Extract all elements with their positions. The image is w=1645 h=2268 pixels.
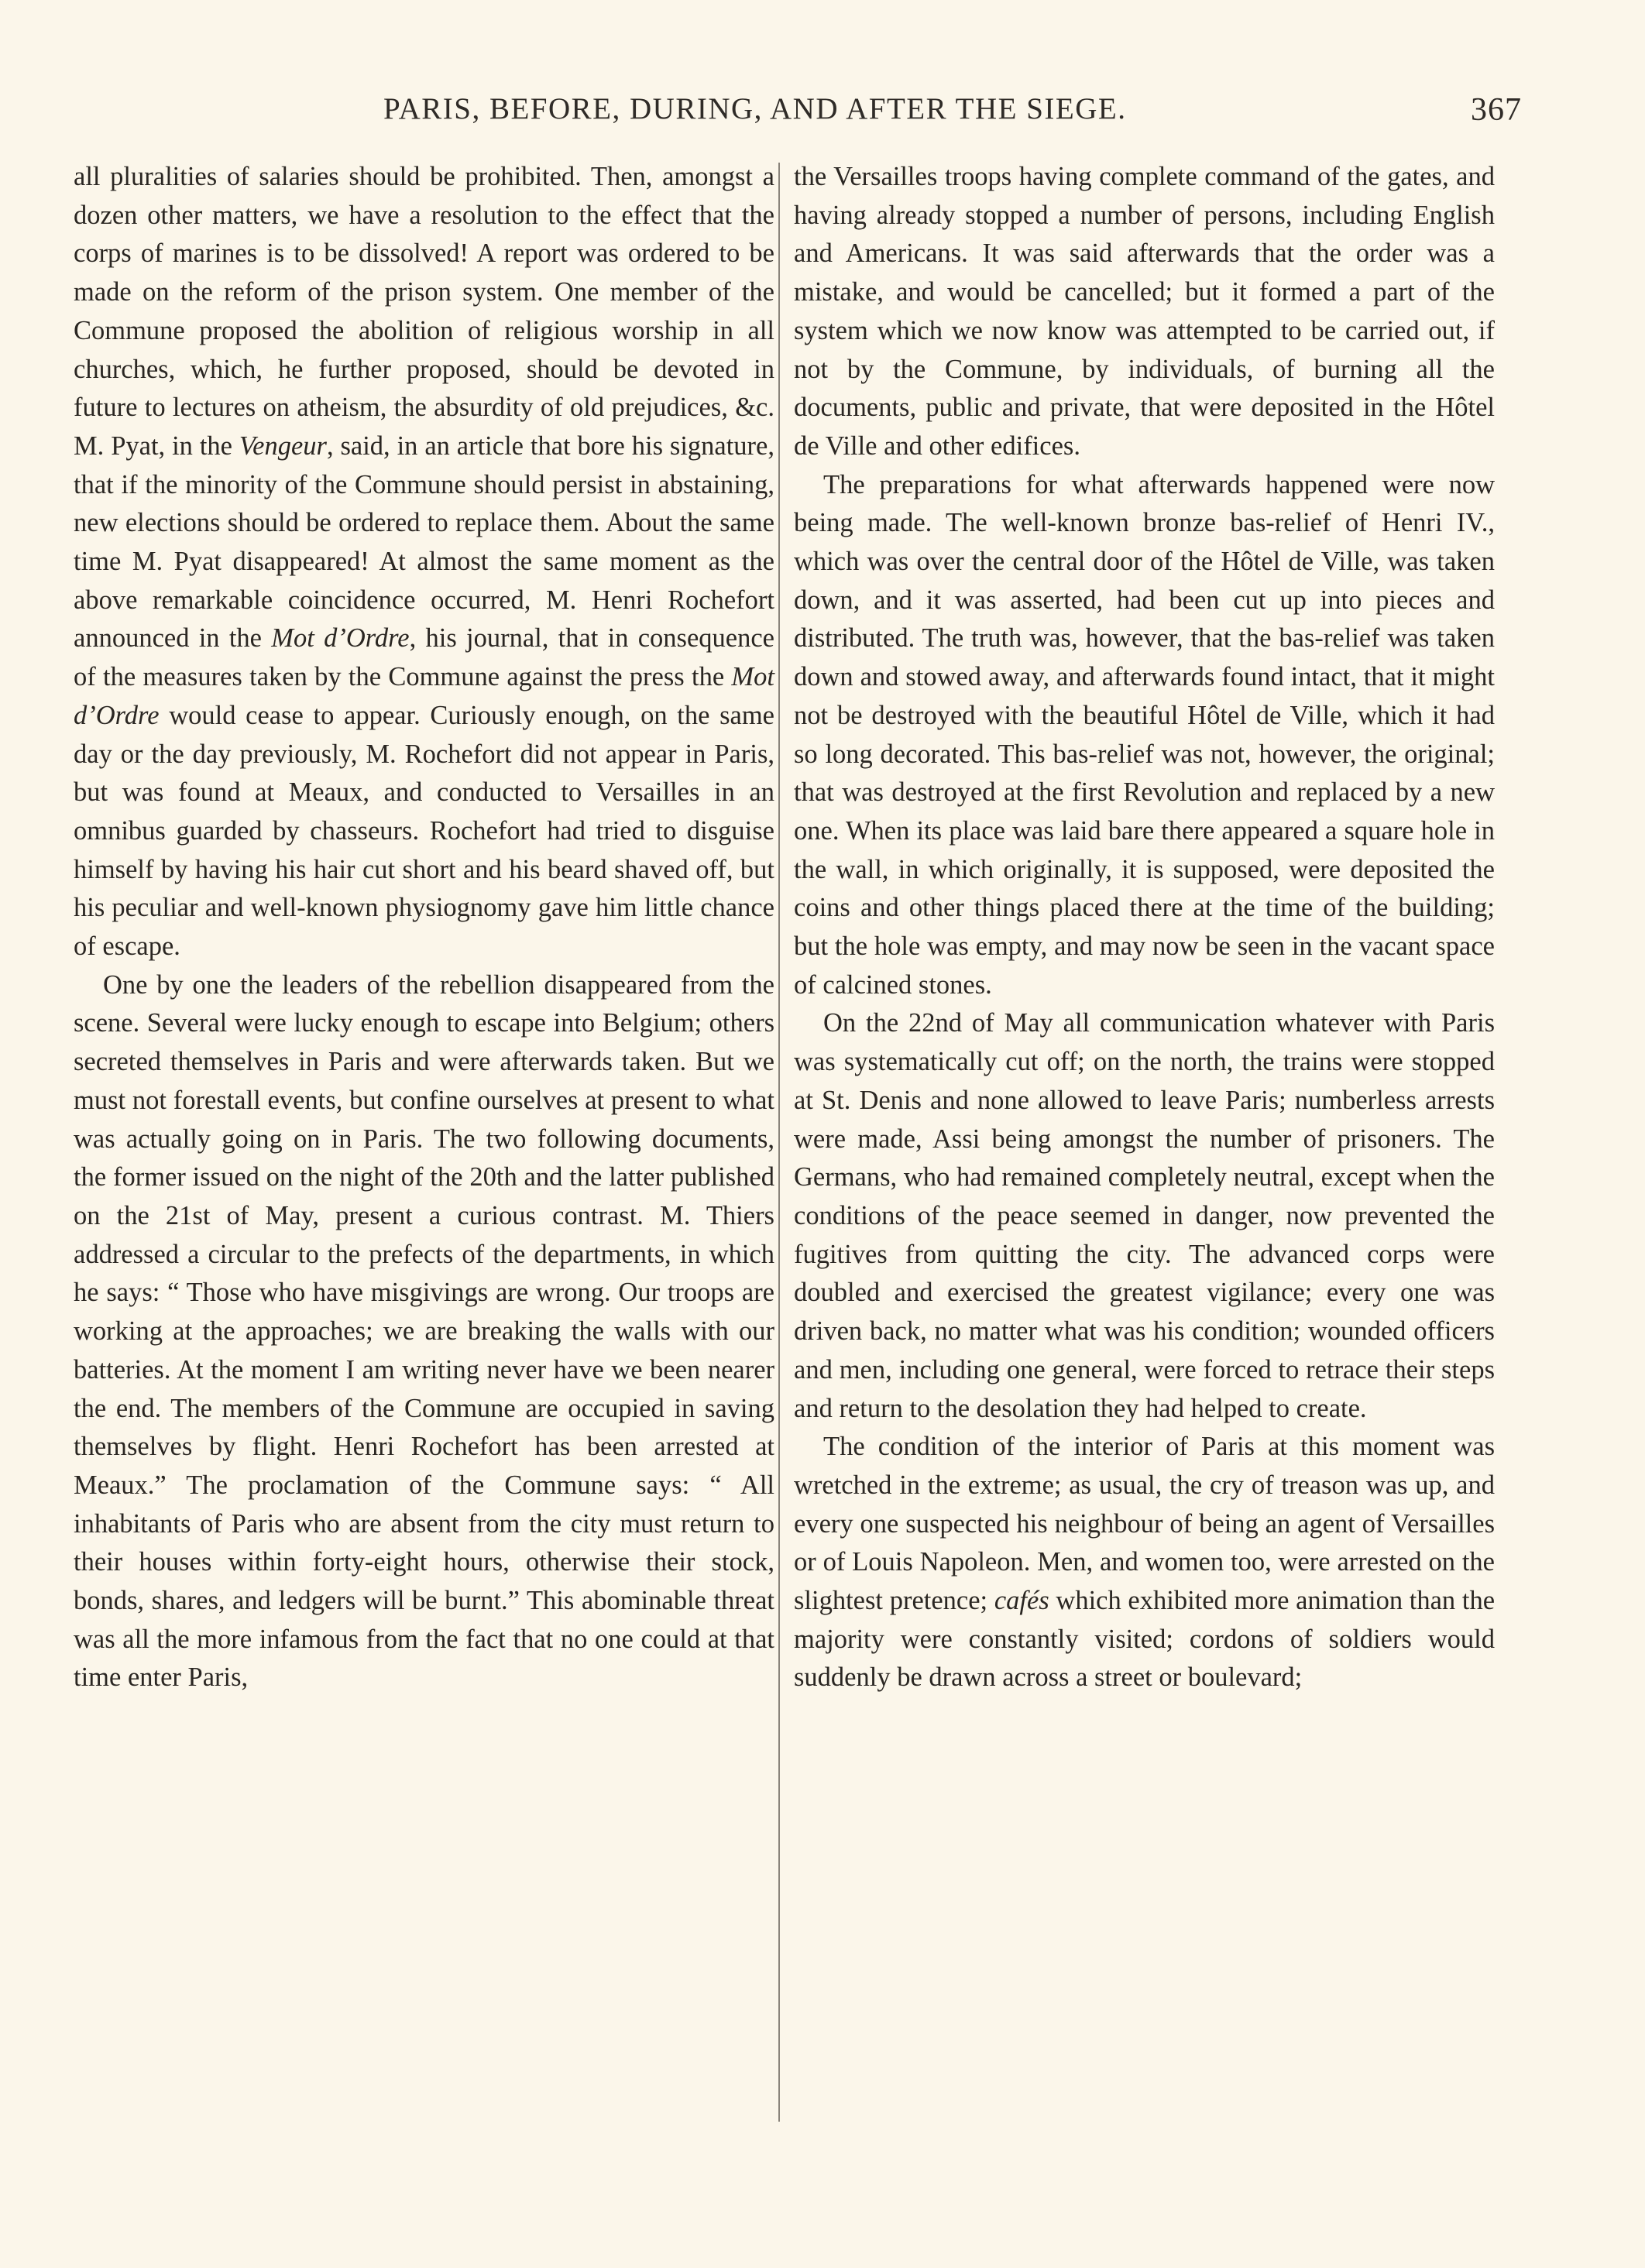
paragraph: One by one the leaders of the rebellion disappeared from the scene. Several were lucky enough to escape into Belgium; others secreted themselves in Paris and were afterwards taken. But we must not forestall events, but confine ourselves at present to what was actually going on in Paris. The two following documents, the former issued on the night of the 20th and the latter published on the 21st of May, present a curious contrast. M. Thiers addressed a circular to the prefects of the departments, in which he says: “ Those who have misgivings are wrong. Our troops are working at the approaches; we are breaking the walls with our batteries. At the moment I am writing never have we been nearer the end. The members of the Commune are occupied in saving themselves by flight. Henri Rochefort has been arrested at Meaux.” The proclamation of the Commune says: “ All inhabitants of Paris who are absent from the city must return to their houses within forty-eight hours, otherwise their stock, bonds, shares, and ledgers will be burnt.” This abominable threat was all the more infamous from the fact that no one could at that time enter Paris, [74, 969, 774, 1693]
italic-title: Mot d’Ordre [271, 623, 410, 654]
italic-title: Mot d’Ordre [74, 662, 774, 730]
text-run: all pluralities of salaries should be prohibited. Then, amongst a dozen other matters, we have a resolution to the effect that the corps of marines is to be dissolved! A report was ordered to be made on the reform of the prison system. One member of the Commune proposed the abolition of religious worship in all churches, which, he further proposed, should be devoted in future to lectures on atheism, the absurdity of old prejudices, &c. M. Pyat, in the [74, 162, 774, 461]
italic-word: cafés [994, 1586, 1049, 1616]
running-header [62, 91, 1522, 138]
paragraph [794, 1428, 1495, 1697]
text-run: , his journal, that in consequence of the measures taken by the Commune against the press the [74, 623, 774, 692]
paragraph: The preparations for what afterwards happened were now being made. The well-known bronze bas-relief of Henri IV., which was over the central door of the Hôtel de Ville, was taken down, and it was asserted, had been cut up into pieces and distributed. The truth was, however, that the bas-relief was taken down and stowed away, and afterwards found intact, that it might not be destroyed with the beautiful Hôtel de Ville, which it had so long decorated. This bas-relief was not, however, the original; that was destroyed at the first Revolution and replaced by a new one. When its place was laid bare there appeared a square hole in the wall, in which originally, it is supposed, were deposited the coins and other things placed there at the time of the building; but the hole was empty, and may now be seen in the vacant space of calcined stones. [794, 469, 1495, 1000]
paragraph: On the 22nd of May all communication whatever with Paris was systematically cut off; on the north, the trains were stopped at St. Denis and none allowed to leave Paris; numberless arrests were made, Assi being amongst the number of prisoners. The Germans, who had remained completely neutral, except when the conditions of the peace seemed in danger, now prevented the fugitives from quitting the city. The advanced corps were doubled and exercised the greatest vigilance; every one was driven back, no matter what was his condition; wounded officers and men, including one general, were forced to retrace their steps and return to the desolation they had helped to create. [794, 1008, 1495, 1423]
paragraph [74, 158, 774, 966]
text-run: which exhibited more animation than the majority were constantly visited; cordons of soldiers would suddenly be drawn across a street or boulevard; [794, 1586, 1496, 1693]
page-number: 367 [1471, 92, 1522, 128]
left-column [74, 158, 774, 1697]
text-run: , said, in an article that bore his signature, that if the minority of the Commune should persist in abstaining, new elections should be ordered to replace them. About the same time M. Pyat disappeared! At almost the same moment as the above remarkable coincidence occurred, M. Henri Rochefort announced in the [74, 431, 774, 654]
italic-title: Vengeur [239, 431, 327, 461]
text-run: The condition of the interior of Paris at this moment was wretched in the extreme; as usual, the cry of treason was up, and every one suspected his neighbour of being an agent of Versailles or of Louis Napoleon. Men, and women too, were arrested on the slightest pretence; [794, 1432, 1495, 1616]
right-column [794, 158, 1495, 1697]
text-run: would cease to appear. Curiously enough, on the same day or the day previously, M. Rochefort did not appear in Paris, but was found at Meaux, and conducted to Versailles in an omnibus guarded by chasseurs. Rochefort had tried to disguise himself by having his hair cut short and his beard shaved off, but his peculiar and well-known physiognomy gave him little chance of escape. [74, 700, 774, 962]
running-title: PARIS, BEFORE, DURING, AND AFTER THE SIEGE. [383, 92, 1127, 125]
paragraph: the Versailles troops having complete command of the gates, and having already stopped a number of persons, including English and Americans. It was said afterwards that the order was a mistake, and would be cancelled; but it formed a part of the system which we now know was attempted to be carried out, if not by the Commune, by individuals, of burning all the documents, public and private, that were deposited in the Hôtel de Ville and other edifices. [794, 162, 1495, 461]
column-divider [778, 163, 780, 2122]
